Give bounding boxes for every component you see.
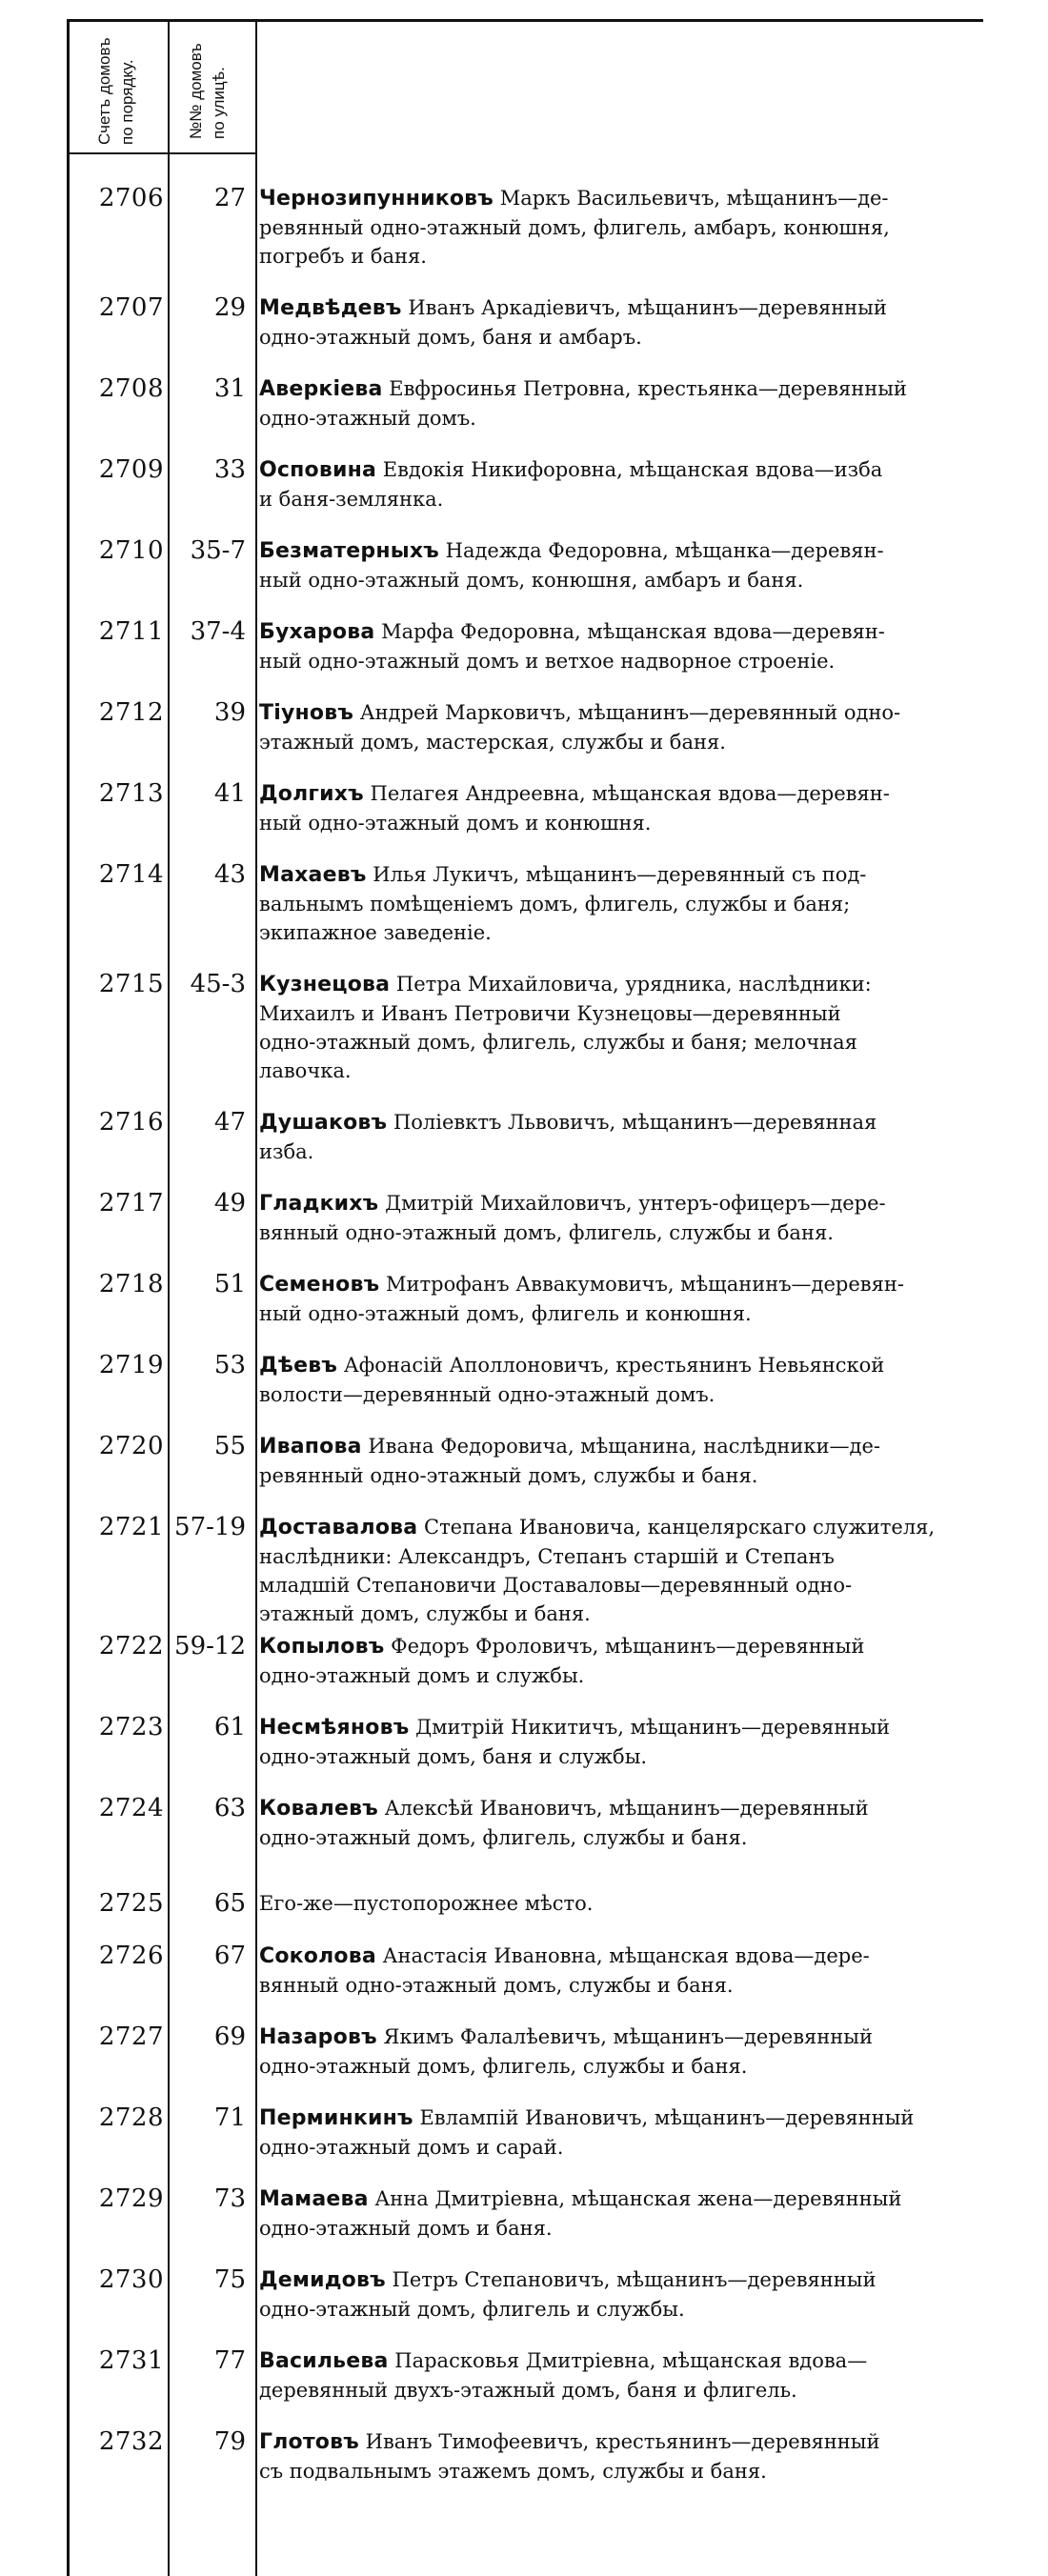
owner-surname: Ковалевъ bbox=[259, 1797, 378, 1821]
owner-surname: Безматерныхъ bbox=[259, 539, 439, 563]
description-line: Евлампій Ивановичъ, мѣщанинъ—деревянный bbox=[419, 2106, 915, 2129]
owner-description bbox=[259, 2023, 957, 2081]
owner-description bbox=[259, 1942, 957, 2000]
street-house-number: 67 bbox=[213, 1942, 246, 1970]
owner-surname: Долгихъ bbox=[259, 782, 364, 806]
description-line: ный одно-этажный домъ и ветхое надворное строеніе. bbox=[259, 650, 836, 673]
description-line: Евфросинья Петровна, крестьянка—деревянный bbox=[389, 377, 907, 400]
street-house-number: 45-3 bbox=[190, 970, 246, 998]
description-line: Михаилъ и Иванъ Петровичи Кузнецовы—деревянный bbox=[259, 1002, 841, 1025]
house-count-number: 2722 bbox=[98, 1632, 164, 1660]
owner-description bbox=[259, 860, 957, 947]
header-col2-line2: по улицѣ. bbox=[210, 67, 228, 139]
description-line: ный одно-этажный домъ, конюшня, амбаръ и баня. bbox=[259, 569, 804, 592]
header-bottom-rule bbox=[67, 152, 257, 154]
street-house-number: 63 bbox=[213, 1794, 246, 1822]
description-line: Надежда Федоровна, мѣщанка—деревян- bbox=[445, 539, 884, 562]
owner-surname: Дѣевъ bbox=[259, 1354, 338, 1378]
owner-description bbox=[259, 1108, 957, 1166]
owner-surname: Чернозипунниковъ bbox=[259, 187, 494, 211]
street-house-number: 51 bbox=[213, 1270, 246, 1298]
owner-description bbox=[259, 1632, 957, 1690]
header-col1-line2: по порядку. bbox=[118, 59, 136, 145]
owner-description bbox=[259, 2103, 957, 2162]
description-line: одно-этажный домъ, флигель и службы. bbox=[259, 2298, 685, 2321]
house-count-number: 2731 bbox=[98, 2346, 164, 2375]
street-house-number: 27 bbox=[213, 184, 246, 212]
house-count-number: 2728 bbox=[98, 2103, 164, 2132]
description-line: одно-этажный домъ. bbox=[259, 407, 476, 430]
house-count-number: 2717 bbox=[98, 1189, 164, 1218]
house-count-number: 2726 bbox=[98, 1942, 164, 1970]
description-line: одно-этажный домъ, баня и амбаръ. bbox=[259, 326, 642, 349]
top-rule bbox=[67, 19, 983, 22]
street-house-number: 49 bbox=[213, 1189, 246, 1218]
street-house-number: 37-4 bbox=[190, 617, 246, 646]
description-line: экипажное заведеніе. bbox=[259, 921, 492, 944]
owner-description bbox=[259, 184, 957, 271]
description-line: Петръ Степановичъ, мѣщанинъ—деревянный bbox=[392, 2268, 877, 2291]
owner-description bbox=[259, 1189, 957, 1247]
description-line: съ подвальнымъ этажемъ домъ, службы и баня. bbox=[259, 2460, 767, 2483]
description-line: одно-этажный домъ и баня. bbox=[259, 2217, 553, 2240]
owner-description bbox=[259, 970, 957, 1085]
house-count-number: 2723 bbox=[98, 1713, 164, 1741]
house-count-number: 2718 bbox=[98, 1270, 164, 1298]
header-col2-line1: №№ домовъ bbox=[187, 43, 205, 139]
description-line: наслѣдники: Александръ, Степанъ старшій и Степанъ bbox=[259, 1545, 835, 1568]
house-count-number: 2712 bbox=[98, 698, 164, 727]
description-line: Марфа Федоровна, мѣщанская вдова—деревян- bbox=[381, 620, 885, 643]
owner-surname: Доставалова bbox=[259, 1516, 418, 1540]
description-line: Парасковья Дмитріевна, мѣщанская вдова— bbox=[394, 2349, 868, 2372]
house-count-number: 2711 bbox=[98, 617, 164, 646]
owner-description bbox=[259, 1889, 957, 1918]
left-border bbox=[67, 19, 70, 2576]
owner-description bbox=[259, 779, 957, 837]
owner-description bbox=[259, 1432, 957, 1490]
owner-description bbox=[259, 455, 957, 513]
owner-surname: Соколова bbox=[259, 1944, 376, 1968]
owner-description bbox=[259, 1713, 957, 1771]
description-line: вальнымъ помѣщеніемъ домъ, флигель, службы и баня; bbox=[259, 893, 851, 916]
owner-surname: Копыловъ bbox=[259, 1635, 385, 1659]
house-count-number: 2713 bbox=[98, 779, 164, 808]
street-house-number: 29 bbox=[213, 293, 246, 322]
description-line: Якимъ Фалалѣевичъ, мѣщанинъ—деревянный bbox=[383, 2025, 874, 2048]
description-line: Ивана Федоровича, мѣщанина, наслѣдники—де- bbox=[368, 1435, 880, 1458]
house-count-number: 2729 bbox=[98, 2184, 164, 2213]
description-line: и баня-землянка. bbox=[259, 488, 444, 511]
owner-description bbox=[259, 698, 957, 756]
description-line: волости—деревянный одно-этажный домъ. bbox=[259, 1383, 715, 1406]
description-line: этажный домъ, службы и баня. bbox=[259, 1602, 591, 1625]
street-house-number: 39 bbox=[213, 698, 246, 727]
owner-surname: Бухарова bbox=[259, 620, 375, 644]
description-line: изба. bbox=[259, 1140, 314, 1163]
description-line: ревянный одно-этажный домъ, службы и баня. bbox=[259, 1464, 758, 1487]
description-line: погребъ и баня. bbox=[259, 245, 427, 268]
owner-description bbox=[259, 536, 957, 594]
street-house-number: 75 bbox=[213, 2265, 246, 2294]
street-house-number: 65 bbox=[213, 1889, 246, 1918]
description-line: Дмитрій Михайловичъ, унтеръ-офицеръ—дере- bbox=[385, 1192, 886, 1215]
description-line: Петра Михайловича, урядника, наслѣдники: bbox=[395, 973, 872, 996]
owner-description bbox=[259, 374, 957, 433]
street-house-number: 61 bbox=[213, 1713, 246, 1741]
street-house-number: 47 bbox=[213, 1108, 246, 1137]
owner-description bbox=[259, 1351, 957, 1409]
description-line: Алексѣй Ивановичъ, мѣщанинъ—деревянный bbox=[384, 1797, 869, 1820]
description-line: ный одно-этажный домъ и конюшня. bbox=[259, 812, 652, 835]
owner-description bbox=[259, 293, 957, 352]
description-line: одно-этажный домъ и сарай. bbox=[259, 2136, 564, 2159]
description-line: Анна Дмитріевна, мѣщанская жена—деревянный bbox=[374, 2187, 902, 2210]
owner-surname: Махаевъ bbox=[259, 863, 367, 887]
house-count-number: 2708 bbox=[98, 374, 164, 403]
owner-surname: Глотовъ bbox=[259, 2430, 359, 2454]
owner-surname: Аверкіева bbox=[259, 377, 383, 401]
house-count-number: 2719 bbox=[98, 1351, 164, 1379]
owner-surname: Осповина bbox=[259, 458, 377, 482]
description-line: одно-этажный домъ и службы. bbox=[259, 1664, 585, 1687]
owner-surname: Перминкинъ bbox=[259, 2106, 413, 2130]
owner-description bbox=[259, 1794, 957, 1852]
street-house-number: 41 bbox=[213, 779, 246, 808]
house-count-number: 2721 bbox=[98, 1513, 164, 1541]
house-count-number: 2724 bbox=[98, 1794, 164, 1822]
description-line: Пелагея Андреевна, мѣщанская вдова—деревян- bbox=[370, 782, 890, 805]
owner-surname: Кузнецова bbox=[259, 973, 391, 996]
owner-description bbox=[259, 2265, 957, 2324]
description-line: этажный домъ, мастерская, службы и баня. bbox=[259, 731, 726, 754]
house-count-number: 2727 bbox=[98, 2023, 164, 2051]
house-count-number: 2732 bbox=[98, 2427, 164, 2456]
owner-description bbox=[259, 2184, 957, 2243]
description-line: Митрофанъ Аввакумовичъ, мѣщанинъ—деревян- bbox=[386, 1273, 904, 1296]
description-line: вянный одно-этажный домъ, флигель, службы и баня. bbox=[259, 1221, 834, 1244]
description-line: Степана Ивановича, канцелярскаго служителя, bbox=[424, 1516, 936, 1539]
description-line: Федоръ Фроловичъ, мѣщанинъ—деревянный bbox=[391, 1635, 865, 1658]
owner-surname: Гладкихъ bbox=[259, 1192, 379, 1216]
house-count-number: 2730 bbox=[98, 2265, 164, 2294]
street-house-number: 77 bbox=[213, 2346, 246, 2375]
description-line: Иванъ Тимофеевичъ, крестьянинъ—деревянный bbox=[365, 2430, 880, 2453]
street-house-number: 43 bbox=[213, 860, 246, 889]
street-house-number: 73 bbox=[213, 2184, 246, 2213]
column-divider-2 bbox=[255, 19, 257, 2576]
owner-surname: Тіуновъ bbox=[259, 701, 354, 725]
description-line: Его-же—пустопорожнее мѣсто. bbox=[259, 1892, 594, 1915]
description-line: вянный одно-этажный домъ, службы и баня. bbox=[259, 1974, 734, 1997]
street-house-number: 33 bbox=[213, 455, 246, 484]
owner-description bbox=[259, 1513, 957, 1628]
house-count-number: 2707 bbox=[98, 293, 164, 322]
description-line: Поліевктъ Львовичъ, мѣщанинъ—деревянная bbox=[393, 1111, 877, 1134]
street-house-number: 55 bbox=[213, 1432, 246, 1460]
description-line: ный одно-этажный домъ, флигель и конюшня. bbox=[259, 1302, 752, 1325]
house-count-number: 2714 bbox=[98, 860, 164, 889]
street-house-number: 57-19 bbox=[174, 1513, 246, 1541]
owner-surname: Семеновъ bbox=[259, 1273, 380, 1297]
owner-surname: Медвѣдевъ bbox=[259, 296, 402, 320]
street-house-number: 71 bbox=[213, 2103, 246, 2132]
street-house-number: 69 bbox=[213, 2023, 246, 2051]
description-line: Афонасій Аполлоновичъ, крестьянинъ Невьянской bbox=[343, 1354, 885, 1377]
description-line: лавочка. bbox=[259, 1059, 352, 1082]
description-line: одно-этажный домъ, баня и службы. bbox=[259, 1745, 648, 1768]
owner-surname: Несмѣяновъ bbox=[259, 1716, 410, 1740]
street-house-number: 59-12 bbox=[174, 1632, 246, 1660]
description-line: Анастасія Ивановна, мѣщанская вдова—дере- bbox=[382, 1944, 870, 1967]
owner-surname: Душаковъ bbox=[259, 1111, 388, 1135]
street-house-number: 35-7 bbox=[190, 536, 246, 565]
street-house-number: 79 bbox=[213, 2427, 246, 2456]
description-line: Маркъ Васильевичъ, мѣщанинъ—де- bbox=[499, 187, 889, 210]
description-line: Иванъ Аркадіевичъ, мѣщанинъ—деревянный bbox=[408, 296, 887, 319]
header-col1-line1: Счетъ домовъ bbox=[95, 37, 113, 145]
description-line: Андрей Марковичъ, мѣщанинъ—деревянный одно- bbox=[359, 701, 901, 724]
owner-description bbox=[259, 2346, 957, 2405]
description-line: одно-этажный домъ, флигель, службы и баня; мелочная bbox=[259, 1031, 857, 1054]
house-count-number: 2710 bbox=[98, 536, 164, 565]
owner-surname: Мамаева bbox=[259, 2187, 369, 2211]
owner-description bbox=[259, 2427, 957, 2485]
house-count-number: 2725 bbox=[98, 1889, 164, 1918]
description-line: младшій Степановичи Доставаловы—деревянный одно- bbox=[259, 1574, 853, 1597]
owner-surname: Демидовъ bbox=[259, 2268, 386, 2292]
description-line: Евдокія Никифоровна, мѣщанская вдова—изба bbox=[382, 458, 883, 481]
street-house-number: 53 bbox=[213, 1351, 246, 1379]
description-line: ревянный одно-этажный домъ, флигель, амбаръ, конюшня, bbox=[259, 216, 890, 239]
house-count-number: 2716 bbox=[98, 1108, 164, 1137]
description-line: Илья Лукичъ, мѣщанинъ—деревянный съ под- bbox=[373, 863, 867, 886]
house-count-number: 2706 bbox=[98, 184, 164, 212]
owner-surname: Васильева bbox=[259, 2349, 389, 2373]
description-line: одно-этажный домъ, флигель, службы и баня. bbox=[259, 2055, 748, 2078]
description-line: одно-этажный домъ, флигель, службы и баня. bbox=[259, 1826, 748, 1849]
street-house-number: 31 bbox=[213, 374, 246, 403]
owner-surname: Назаровъ bbox=[259, 2025, 377, 2049]
description-line: Дмитрій Никитичъ, мѣщанинъ—деревянный bbox=[415, 1716, 891, 1739]
description-line: деревянный двухъ-этажный домъ, баня и флигель. bbox=[259, 2379, 797, 2402]
house-count-number: 2709 bbox=[98, 455, 164, 484]
house-count-number: 2720 bbox=[98, 1432, 164, 1460]
owner-description bbox=[259, 617, 957, 675]
house-count-number: 2715 bbox=[98, 970, 164, 998]
owner-surname: Ивапова bbox=[259, 1435, 362, 1459]
owner-description bbox=[259, 1270, 957, 1328]
